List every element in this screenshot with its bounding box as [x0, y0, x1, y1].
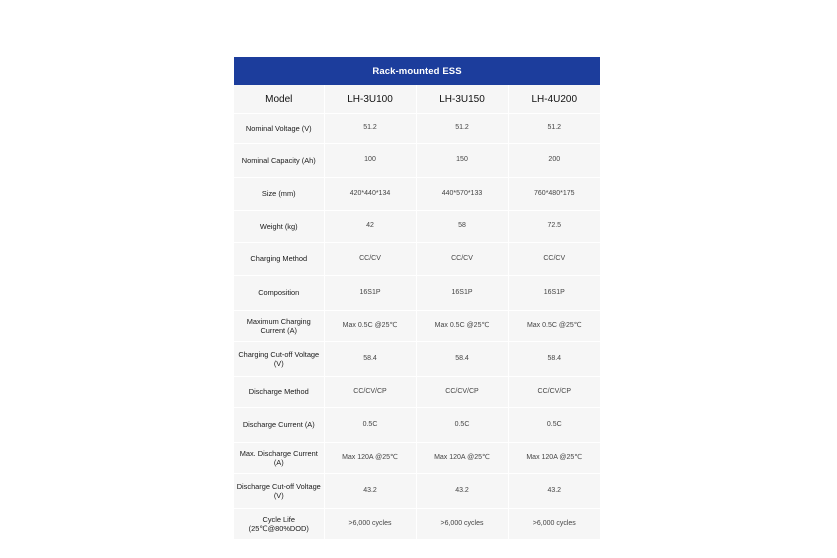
- row-label: Maximum Charging Current (A): [234, 311, 324, 342]
- row-value-model-2: 43.2: [416, 474, 508, 509]
- row-label: Composition: [234, 276, 324, 311]
- table-body: [234, 114, 600, 540]
- header-model-1: LH-3U100: [324, 85, 416, 114]
- header-model-3: LH-4U200: [508, 85, 600, 114]
- header-row: [234, 85, 600, 114]
- row-value-model-1: 16S1P: [324, 276, 416, 311]
- table-row: [234, 211, 600, 243]
- row-value-model-2: 0.5C: [416, 408, 508, 443]
- row-label: Cycle Life (25℃@80%DOD): [234, 509, 324, 540]
- row-label: Nominal Voltage (V): [234, 114, 324, 144]
- row-value-model-1: 420*440*134: [324, 178, 416, 211]
- row-value-model-3: >6,000 cycles: [508, 509, 600, 540]
- row-value-model-3: 72.5: [508, 211, 600, 243]
- row-value-model-3: 16S1P: [508, 276, 600, 311]
- table-row: [234, 509, 600, 540]
- row-value-model-1: 43.2: [324, 474, 416, 509]
- row-label: Discharge Method: [234, 377, 324, 408]
- row-value-model-1: CC/CV: [324, 243, 416, 276]
- row-value-model-1: 51.2: [324, 114, 416, 144]
- row-value-model-2: 58: [416, 211, 508, 243]
- row-value-model-3: 43.2: [508, 474, 600, 509]
- header-model-label: Model: [234, 85, 324, 114]
- row-value-model-1: >6,000 cycles: [324, 509, 416, 540]
- row-label: Charging Method: [234, 243, 324, 276]
- row-value-model-1: 42: [324, 211, 416, 243]
- row-value-model-1: 58.4: [324, 342, 416, 377]
- row-label: Charging Cut-off Voltage (V): [234, 342, 324, 377]
- row-value-model-3: CC/CV/CP: [508, 377, 600, 408]
- row-value-model-2: 51.2: [416, 114, 508, 144]
- row-value-model-2: Max 0.5C @25℃: [416, 311, 508, 342]
- table-row: [234, 443, 600, 474]
- row-label: Nominal Capacity (Ah): [234, 144, 324, 178]
- table-row: [234, 311, 600, 342]
- table-title: Rack-mounted ESS: [234, 57, 600, 85]
- table-head: [234, 57, 600, 114]
- table-row: [234, 243, 600, 276]
- row-value-model-2: Max 120A @25℃: [416, 443, 508, 474]
- row-value-model-1: Max 0.5C @25℃: [324, 311, 416, 342]
- table-row: [234, 276, 600, 311]
- row-value-model-2: 150: [416, 144, 508, 178]
- row-value-model-3: 58.4: [508, 342, 600, 377]
- row-value-model-3: 0.5C: [508, 408, 600, 443]
- row-value-model-3: CC/CV: [508, 243, 600, 276]
- table-row: [234, 342, 600, 377]
- table-row: [234, 377, 600, 408]
- row-value-model-2: 16S1P: [416, 276, 508, 311]
- row-value-model-2: >6,000 cycles: [416, 509, 508, 540]
- table-row: [234, 178, 600, 211]
- banner-row: [234, 57, 600, 85]
- row-value-model-3: 200: [508, 144, 600, 178]
- header-model-2: LH-3U150: [416, 85, 508, 114]
- row-label: Size (mm): [234, 178, 324, 211]
- row-value-model-3: Max 120A @25℃: [508, 443, 600, 474]
- row-value-model-2: CC/CV/CP: [416, 377, 508, 408]
- row-value-model-2: 58.4: [416, 342, 508, 377]
- row-value-model-3: 51.2: [508, 114, 600, 144]
- row-value-model-3: 760*480*175: [508, 178, 600, 211]
- row-value-model-2: CC/CV: [416, 243, 508, 276]
- row-label: Discharge Cut-off Voltage (V): [234, 474, 324, 509]
- row-value-model-1: 0.5C: [324, 408, 416, 443]
- row-label: Discharge Current (A): [234, 408, 324, 443]
- row-label: Max. Discharge Current (A): [234, 443, 324, 474]
- table-row: [234, 114, 600, 144]
- row-value-model-2: 440*570*133: [416, 178, 508, 211]
- table-row: [234, 144, 600, 178]
- row-value-model-3: Max 0.5C @25℃: [508, 311, 600, 342]
- row-label: Weight (kg): [234, 211, 324, 243]
- table-row: [234, 474, 600, 509]
- table-row: [234, 408, 600, 443]
- row-value-model-1: Max 120A @25℃: [324, 443, 416, 474]
- row-value-model-1: 100: [324, 144, 416, 178]
- row-value-model-1: CC/CV/CP: [324, 377, 416, 408]
- spec-table: [234, 57, 600, 540]
